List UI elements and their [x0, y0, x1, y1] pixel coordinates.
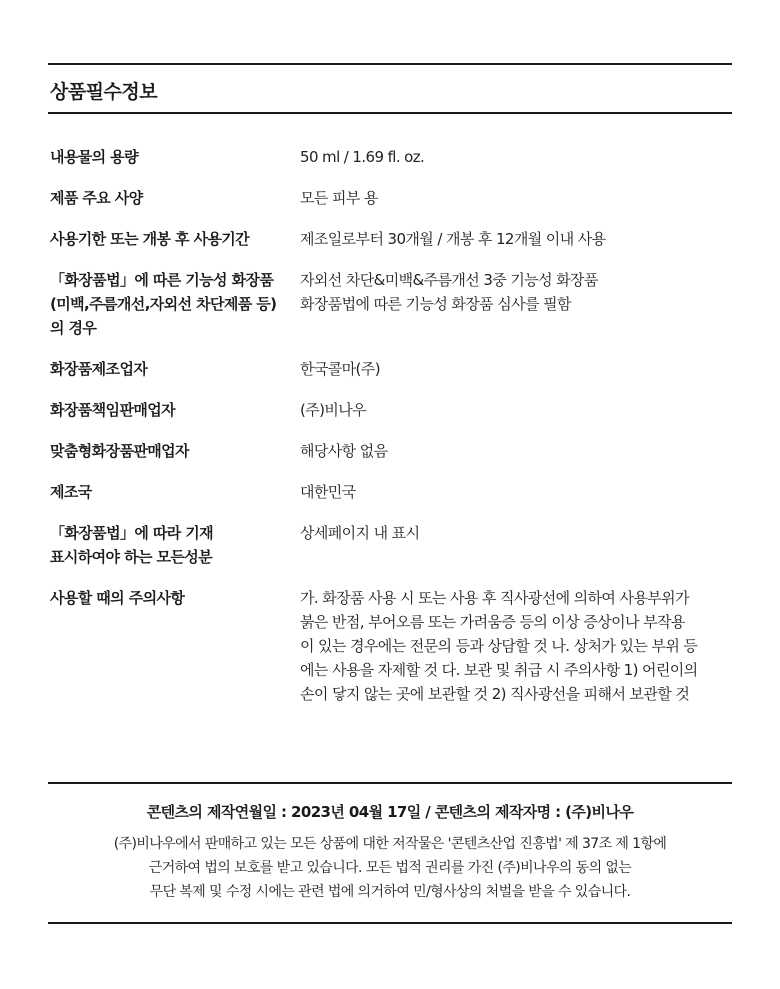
spec-label: 맞춤형화장품판매업자	[50, 442, 189, 460]
spec-value: 가. 화장품 사용 시 또는 사용 후 직사광선에 의하여 사용부위가 붉은 반점, 부어오름 또는 가려움증 등의 이상 증상이나 부작용 이 있는 경우에는 전문의 등과 상담할 것 나. 상처가 있는 부위 등 에는 사용을 자제할 것 다. 보관 및 취급 시 주의사항 1) 어린이의 손이 닿지 않는 곳에 보관할 것 2) 직사광선을 피해서 보관할 것	[300, 589, 698, 703]
spec-label: 내용물의 용량	[50, 148, 138, 166]
copyright-notice: (주)비나우에서 판매하고 있는 모든 상품에 대한 저작물은 '콘텐츠산업 진흥법' 제 37조 제 1항에 근거하여 법의 보호를 받고 있습니다. 모든 법적 권리를 가진 (주)비나우의 동의 없는 무단 복제 및 수정 시에는 관련 법에 의거하여 민/형사상의 처벌을 받을 수 있습니다.	[113, 836, 667, 900]
title-divider	[48, 112, 732, 114]
spec-label: 사용기한 또는 개봉 후 사용기간	[50, 230, 250, 248]
footer-top-divider	[48, 782, 732, 784]
spec-value: (주)비나우	[300, 401, 367, 419]
spec-row-responsible-seller	[50, 398, 740, 422]
spec-label: 「화장품법」에 따른 기능성 화장품 (미백,주름개선,자외선 차단제품 등) 의 경우	[50, 271, 277, 337]
spec-value: 제조일로부터 30개월 / 개봉 후 12개월 이내 사용	[300, 230, 606, 248]
spec-row-ingredients	[50, 521, 740, 569]
spec-row-specification	[50, 186, 740, 210]
spec-value: 해당사항 없음	[300, 442, 388, 460]
top-divider	[48, 63, 732, 65]
spec-value: 상세페이지 내 표시	[300, 524, 420, 542]
spec-label: 화장품제조업자	[50, 360, 148, 378]
spec-value: 50 ml / 1.69 fl. oz.	[300, 148, 425, 166]
section-title: 상품필수정보	[50, 81, 158, 103]
spec-row-functional-cosmetic	[50, 268, 740, 340]
spec-row-precautions	[50, 586, 740, 706]
spec-row-volume	[50, 145, 740, 169]
spec-value: 자외선 차단&미백&주름개선 3중 기능성 화장품 화장품법에 따른 기능성 화장품 심사를 필함	[300, 271, 598, 313]
spec-row-expiry	[50, 227, 740, 251]
spec-label: 제품 주요 사양	[50, 189, 143, 207]
spec-label: 사용할 때의 주의사항	[50, 589, 185, 607]
spec-row-manufacturer	[50, 357, 740, 381]
spec-label: 「화장품법」에 따라 기재 표시하여야 하는 모든성분	[50, 524, 214, 566]
spec-label: 제조국	[50, 483, 92, 501]
copyright-footer	[48, 800, 732, 904]
spec-value: 한국콜마(주)	[300, 360, 380, 378]
content-production-info: 콘텐츠의 제작연월일 : 2023년 04월 17일 / 콘텐츠의 제작자명 : (주)비나우	[146, 803, 634, 821]
spec-value: 모든 피부 용	[300, 189, 378, 207]
spec-row-country	[50, 480, 740, 504]
footer-bottom-divider	[48, 922, 732, 924]
spec-label: 화장품책임판매업자	[50, 401, 176, 419]
spec-value: 대한민국	[300, 483, 356, 501]
product-info-list	[50, 145, 740, 723]
spec-row-custom-seller	[50, 439, 740, 463]
